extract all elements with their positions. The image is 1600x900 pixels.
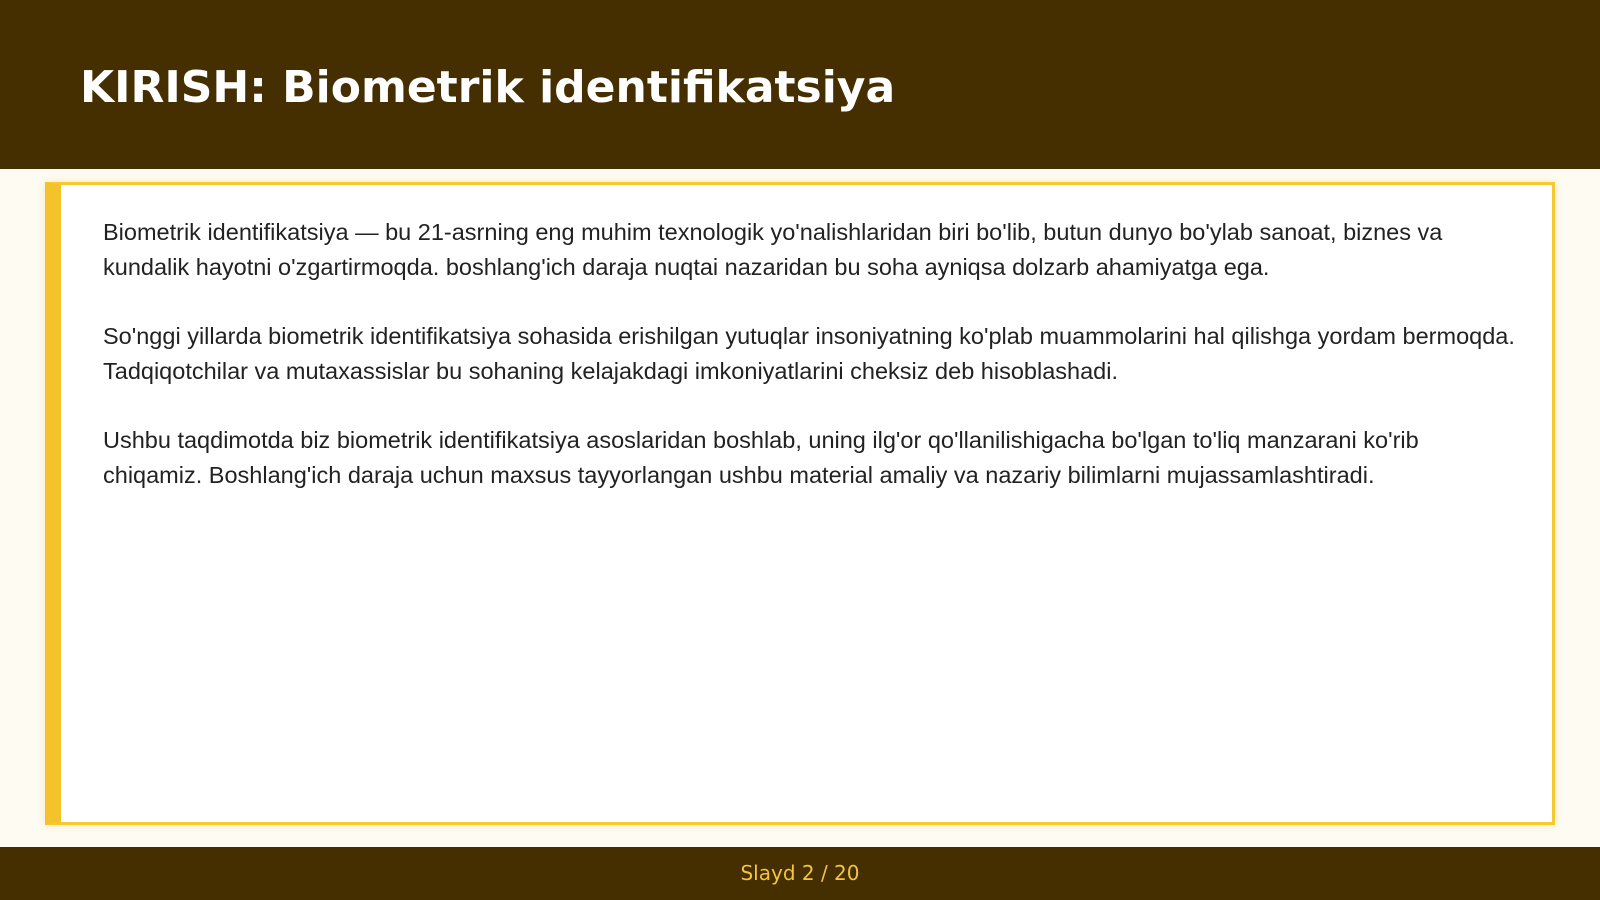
- paragraph-3: Ushbu taqdimotda biz biometrik identifikatsiya asoslaridan boshlab, uning ilg'or qo'llanilishigacha bo'lgan to'liq manzarani ko'rib chiqamiz. Boshlang'ich daraja uchun maxsus tayyorlangan ushbu material amaliy va nazariy bilimlarni mujassamlashtiradi.: [103, 427, 1419, 488]
- content-card: [45, 182, 1555, 825]
- slide-title: KIRISH: Biometrik identifikatsiya: [80, 62, 896, 113]
- slide-number: Slayd 2 / 20: [740, 861, 860, 885]
- paragraph-2: So'nggi yillarda biometrik identifikatsiya sohasida erishilgan yutuqlar insoniyatning ko'plab muammolarini hal qilishga yordam bermoqda. Tadqiqotchilar va mutaxassislar bu sohaning kelajakdagi imkoniyatlarini cheksiz deb hisoblashadi.: [103, 323, 1515, 384]
- body-text: [103, 215, 1523, 527]
- slide-header: [0, 0, 1600, 169]
- slide-footer: [0, 847, 1600, 900]
- paragraph-1: Biometrik identifikatsiya — bu 21-asrning eng muhim texnologik yo'nalishlaridan biri bo'lib, butun dunyo bo'ylab sanoat, biznes va kundalik hayotni o'zgartirmoqda. boshlang'ich daraja nuqtai nazaridan bu soha ayniqsa dolzarb ahamiyatga ega.: [103, 219, 1443, 280]
